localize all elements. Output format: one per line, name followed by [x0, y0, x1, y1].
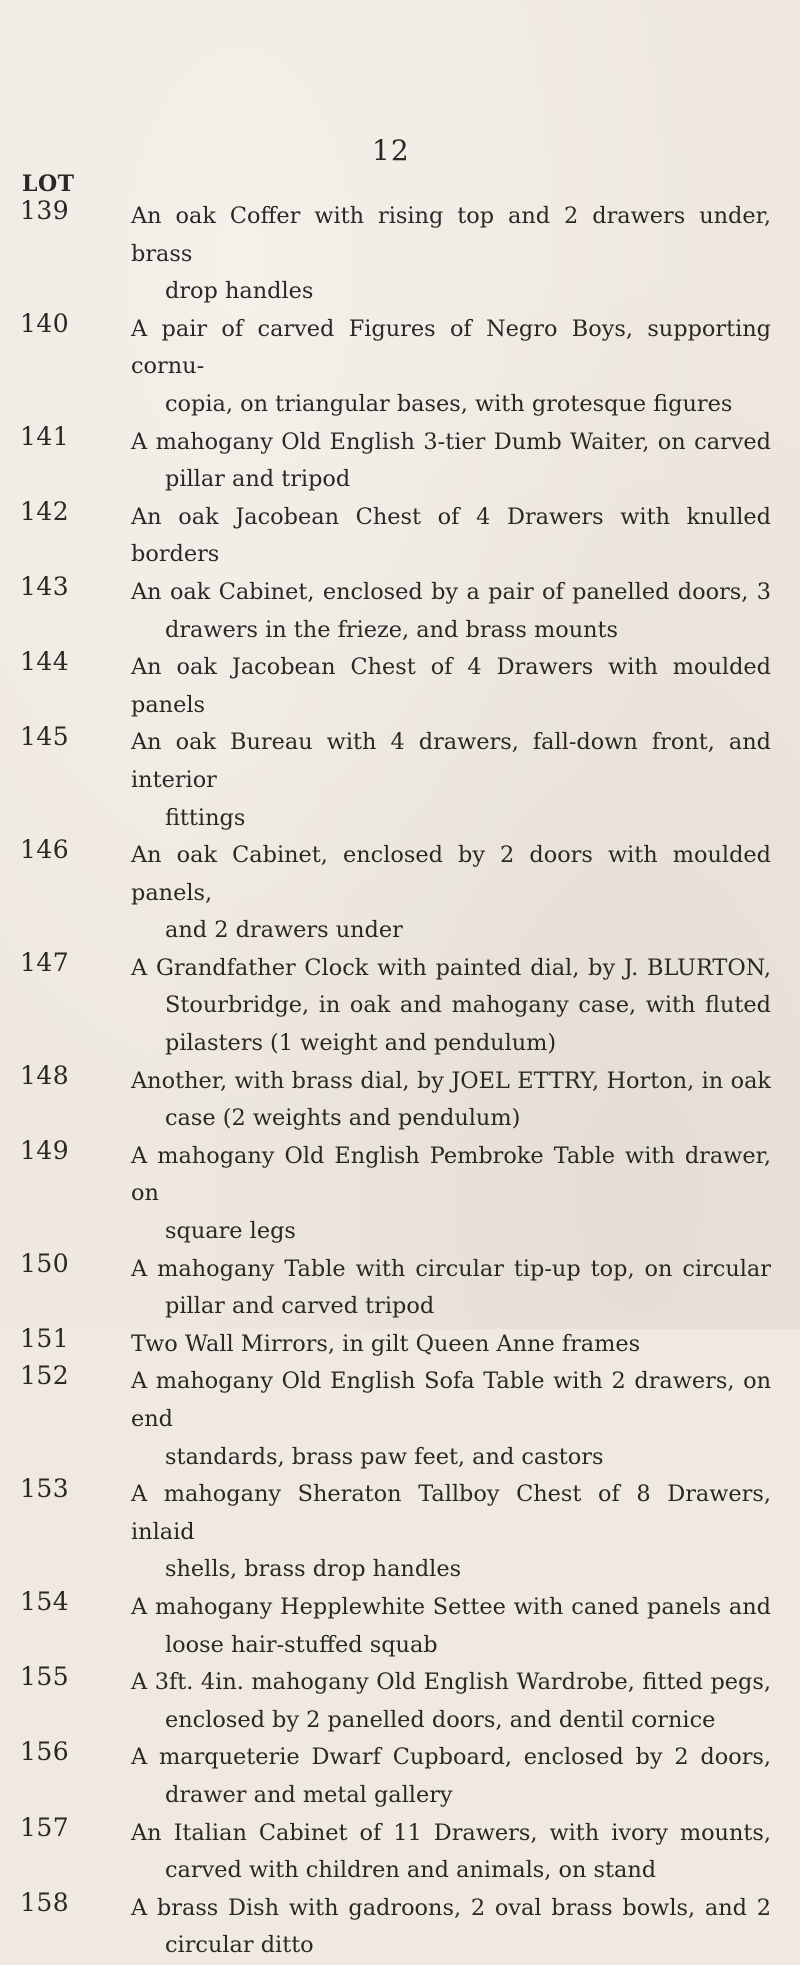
lot-description-first-line: A mahogany Hepplewhite Settee with caned panels and: [131, 1593, 771, 1620]
lot-number: 143: [20, 571, 70, 601]
lot-description-first-line: A Grandfather Clock with painted dial, by J. BLURTON,: [131, 954, 771, 981]
lot-number: 153: [20, 1474, 70, 1504]
lot-description: [131, 724, 771, 837]
lot-entry: [0, 837, 800, 950]
lot-entry: [0, 1739, 800, 1814]
lot-description: [131, 1251, 771, 1326]
lot-description-continuation: Stourbridge, in oak and mahogany case, with fluted: [165, 992, 771, 1019]
lot-entry: [0, 421, 800, 499]
lot-description-first-line: A marqueterie Dwarf Cupboard, enclosed by 2 doors,: [131, 1744, 771, 1771]
lot-description: [131, 1589, 771, 1664]
lot-number: 149: [20, 1135, 70, 1165]
lot-description-first-line: Two Wall Mirrors, in gilt Queen Anne frames: [131, 1330, 641, 1357]
lot-description-continuation: drawers in the frieze, and brass mounts: [165, 616, 619, 643]
lot-entry: [0, 1135, 800, 1251]
lot-description: [131, 311, 771, 424]
lot-description: [131, 1890, 771, 1965]
lot-entry: [0, 198, 800, 311]
lot-description: [131, 499, 771, 574]
lot-number: 145: [20, 722, 70, 752]
lot-description: [131, 649, 771, 724]
lot-number: 154: [20, 1586, 70, 1616]
lot-description: [131, 1363, 771, 1476]
lot-description-continuation: enclosed by 2 panelled doors, and dentil cornice: [165, 1706, 716, 1733]
lot-description-first-line: A mahogany Old English 3-tier Dumb Waiter, on carved: [131, 428, 771, 455]
lot-description-first-line: A mahogany Sheraton Tallboy Chest of 8 Drawers, inlaid: [131, 1481, 771, 1545]
lot-number: 144: [20, 647, 70, 677]
lot-number: 148: [20, 1060, 70, 1090]
page-number: 12: [372, 134, 410, 167]
lot-description: [131, 424, 771, 499]
lot-number: 140: [20, 308, 70, 338]
lot-description-first-line: An oak Cabinet, enclosed by a pair of panelled doors, 3: [131, 578, 771, 605]
lot-description-first-line: An Italian Cabinet of 11 Drawers, with ivory mounts,: [131, 1819, 771, 1846]
lot-description-first-line: An oak Bureau with 4 drawers, fall-down front, and interior: [131, 729, 771, 793]
lot-description-continuation: case (2 weights and pendulum): [165, 1105, 521, 1132]
lot-entry: [0, 947, 800, 1063]
lot-description: [131, 950, 771, 1063]
lot-description-continuation: circular ditto: [165, 1932, 314, 1959]
lot-entry: [0, 649, 800, 724]
lot-entry: [0, 1476, 800, 1589]
lot-description: [131, 837, 771, 950]
lot-description-continuation: square legs: [165, 1218, 296, 1245]
lot-description: [131, 1739, 771, 1814]
lot-description-first-line: An oak Coffer with rising top and 2 drawers under, brass: [131, 203, 771, 267]
lot-description-continuation: fittings: [165, 804, 246, 831]
lot-entry: [0, 1323, 800, 1364]
lot-description-first-line: A mahogany Old English Pembroke Table with drawer, on: [131, 1142, 771, 1207]
lot-number: 141: [20, 421, 70, 451]
lot-entry: [0, 1664, 800, 1739]
lot-entry: [0, 1887, 800, 1965]
lot-description: [131, 574, 771, 649]
lot-number: 152: [20, 1361, 70, 1391]
lot-description-first-line: A brass Dish with gadroons, 2 oval brass bowls, and 2: [131, 1894, 771, 1921]
lot-number: 146: [20, 835, 70, 865]
lot-number: 156: [20, 1737, 70, 1767]
lot-entry: [0, 1060, 800, 1138]
lot-number: 151: [20, 1323, 70, 1353]
lot-description: [131, 1063, 771, 1138]
lot-entry: [0, 308, 800, 424]
lot-description-first-line: An oak Jacobean Chest of 4 Drawers with moulded panels: [131, 654, 771, 718]
lot-description-first-line: A mahogany Old English Sofa Table with 2 drawers, on end: [131, 1368, 771, 1432]
lot-description-first-line: An oak Jacobean Chest of 4 Drawers with knulled borders: [131, 503, 771, 568]
lot-description-continuation: pillar and carved tripod: [165, 1293, 435, 1320]
lot-description-continuation: drop handles: [165, 278, 314, 305]
lot-description-continuation: standards, brass paw feet, and castors: [165, 1443, 604, 1470]
lot-description-continuation: loose hair-stuffed squab: [165, 1631, 438, 1658]
lot-description-continuation: pilasters (1 weight and pendulum): [165, 1030, 557, 1057]
lot-description-first-line: A mahogany Table with circular tip-up top, on circular: [131, 1255, 771, 1282]
lot-number: 139: [20, 196, 70, 225]
lot-number: 142: [20, 496, 70, 526]
lot-description: [131, 1815, 771, 1890]
lot-entry: [0, 1812, 800, 1890]
lot-description: [131, 1476, 771, 1589]
lot-description-first-line: A pair of carved Figures of Negro Boys, supporting cornu-: [131, 315, 771, 380]
lot-number: 158: [20, 1887, 70, 1917]
lot-number: 147: [20, 947, 70, 977]
lot-list: [0, 198, 800, 1965]
lot-number: 157: [20, 1812, 70, 1842]
lot-description-continuation: carved with children and animals, on stand: [165, 1857, 657, 1884]
lot-entry: [0, 1586, 800, 1664]
lot-description: [131, 1138, 771, 1251]
lot-description-continuation: drawer and metal gallery: [165, 1781, 453, 1808]
lot-description: [131, 1664, 771, 1739]
lot-entry: [0, 1248, 800, 1326]
lot-description-first-line: Another, with brass dial, by JOEL ETTRY, Horton, in oak: [131, 1067, 771, 1094]
lot-number: 155: [20, 1662, 70, 1692]
lot-description-continuation: pillar and tripod: [165, 466, 351, 493]
lot-entry: [0, 724, 800, 837]
lot-column-heading: LOT: [22, 171, 75, 197]
lot-description-continuation: copia, on triangular bases, with grotesque figures: [165, 390, 733, 417]
lot-number: 150: [20, 1248, 70, 1278]
lot-description: [131, 1326, 771, 1364]
lot-description-first-line: A 3ft. 4in. mahogany Old English Wardrobe, fitted pegs,: [131, 1669, 771, 1696]
lot-description-first-line: An oak Cabinet, enclosed by 2 doors with moulded panels,: [131, 842, 771, 906]
lot-entry: [0, 571, 800, 649]
lot-description-continuation: shells, brass drop handles: [165, 1556, 462, 1583]
lot-description: [131, 198, 771, 311]
lot-description-continuation: and 2 drawers under: [165, 917, 403, 944]
lot-entry: [0, 496, 800, 574]
lot-entry: [0, 1363, 800, 1476]
